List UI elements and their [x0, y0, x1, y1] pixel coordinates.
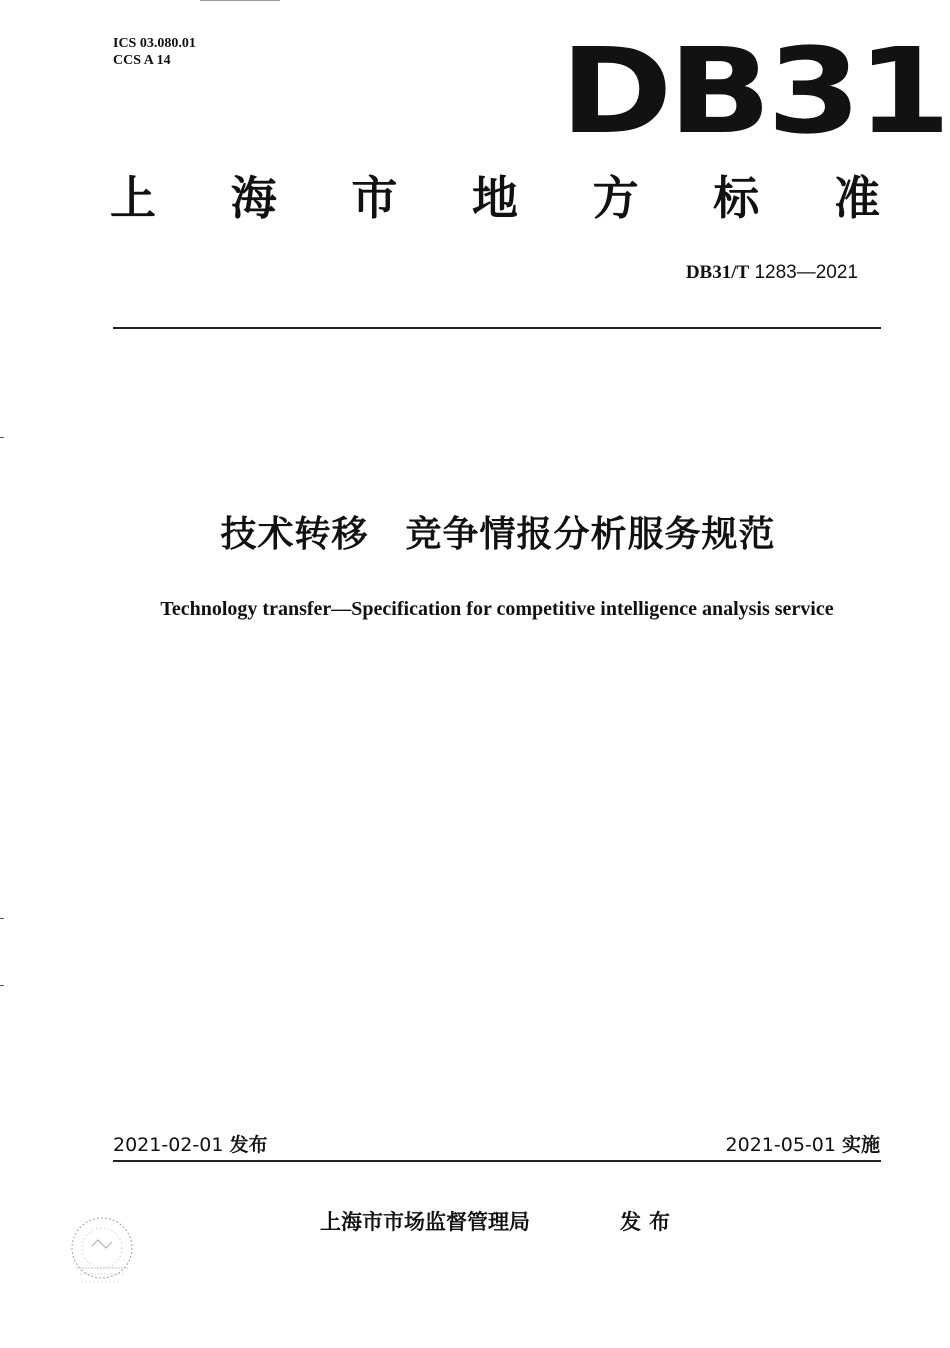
issue-label: 发布 — [620, 1210, 678, 1234]
standard-type-char: 地 — [471, 171, 518, 225]
standard-number-prefix: DB31/T — [685, 262, 750, 283]
publish-date-line — [113, 1130, 267, 1157]
publish-date: 2021-02-01 — [113, 1134, 224, 1156]
standard-type-char: 准 — [833, 171, 880, 225]
chinese-title: 技术转移 竞争情报分析服务规范 — [220, 514, 776, 555]
scan-margin-mark — [0, 437, 4, 438]
db31-logo: DB31 — [560, 22, 947, 160]
standard-type-char: 上 — [110, 171, 156, 225]
standard-number — [686, 262, 858, 284]
standard-number-value: 1283—2021 — [754, 262, 858, 283]
english-title: Technology transfer—Specification for competitive intelligence analysis service — [160, 598, 834, 620]
scan-top-rule — [200, 0, 280, 1]
standard-type-char: 方 — [592, 171, 639, 225]
publish-label: 发布 — [229, 1134, 268, 1156]
standard-type-char: 市 — [351, 171, 398, 225]
implement-date: 2021-05-01 — [725, 1134, 836, 1156]
issuing-authority: 上海市市场监督管理局 — [320, 1210, 530, 1234]
classification-codes — [113, 35, 196, 69]
header-divider — [113, 327, 881, 329]
scan-margin-mark — [0, 985, 4, 986]
implement-label: 实施 — [841, 1134, 880, 1156]
footer-divider — [113, 1160, 881, 1162]
scan-margin-mark — [0, 918, 4, 919]
ics-code: ICS 03.080.01 — [113, 36, 196, 51]
circular-stamp-icon — [62, 1212, 146, 1290]
ccs-code: CCS A 14 — [113, 53, 171, 68]
standard-type-heading — [110, 168, 880, 228]
standard-type-char: 海 — [230, 171, 277, 225]
implement-date-line — [726, 1130, 880, 1157]
standard-type-char: 标 — [713, 171, 760, 225]
